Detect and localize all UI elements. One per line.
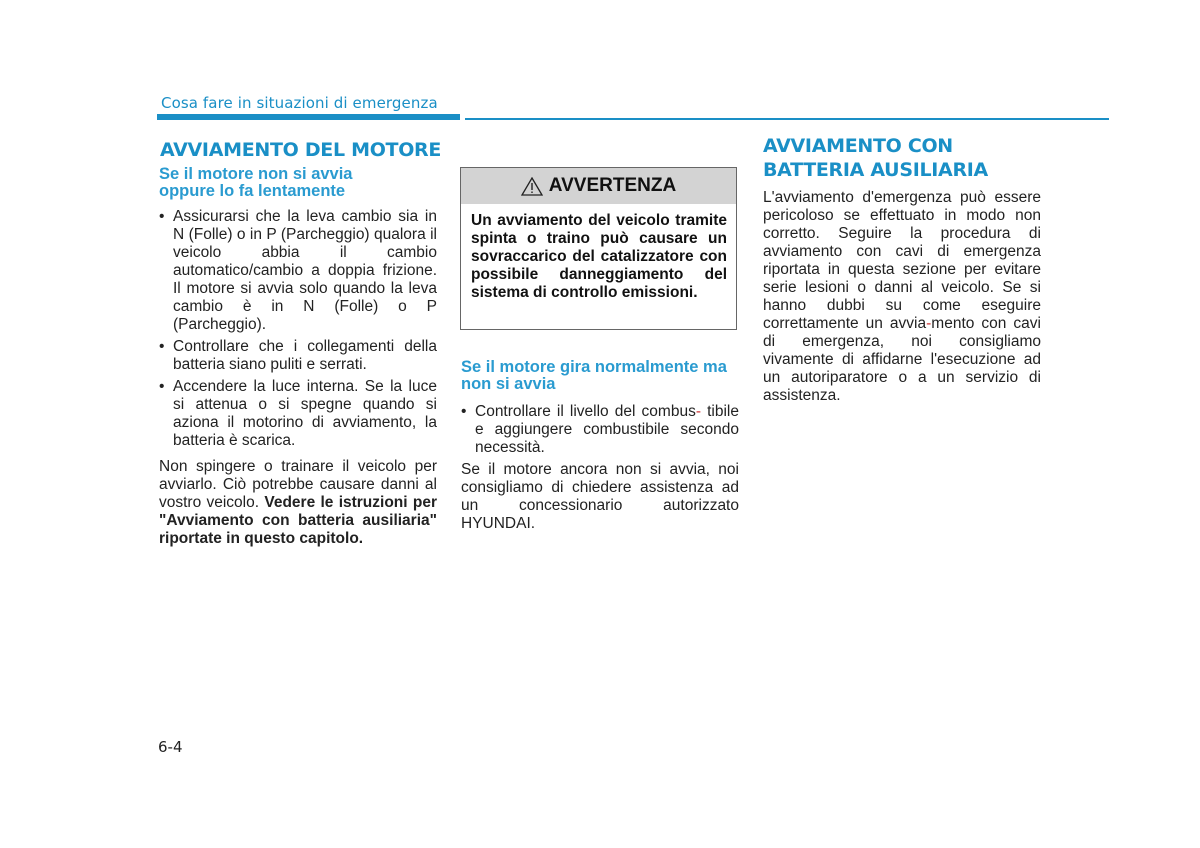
list-item: • Controllare il livello del combus- tibile e aggiungere combustibile secondo necessità. bbox=[461, 403, 739, 456]
middle-bullet-list bbox=[461, 403, 739, 457]
right-section-title bbox=[763, 134, 1063, 182]
warning-triangle-icon bbox=[521, 177, 543, 196]
middle-subheading: Se il motore gira normalmente ma non si avvia bbox=[461, 358, 727, 393]
middle-paragraph: Se il motore ancora non si avvia, noi consigliamo di chiedere assistenza ad un concessionario autorizzato HYUNDAI. bbox=[461, 461, 739, 532]
right-title-line1: AVVIAMENTO CON bbox=[763, 135, 953, 157]
left-bullet-list bbox=[159, 208, 437, 450]
header-bar-thick bbox=[157, 114, 460, 120]
warning-header bbox=[461, 168, 736, 204]
list-item: • Controllare che i collegamenti della batteria siano puliti e serrati. bbox=[159, 338, 437, 373]
left-paragraph bbox=[159, 458, 437, 548]
header-bar-thin bbox=[465, 118, 1109, 120]
header-section-label: Cosa fare in situazioni di emergenza bbox=[161, 94, 438, 112]
warning-title: AVVERTENZA bbox=[548, 175, 677, 196]
page-number: 6-4 bbox=[158, 738, 183, 756]
left-section-title: AVVIAMENTO DEL MOTORE bbox=[160, 139, 442, 161]
warning-box bbox=[460, 167, 737, 330]
warning-text: Un avviamento del veicolo tramite spinta o traino può causare un sovraccarico del catalizzatore con possibile danneggiamento del sistema di controllo emissioni. bbox=[471, 212, 727, 301]
left-paragraph-normal: Non spingere o trainare il veicolo per avviarlo. Ciò potrebbe causare danni al vostro veicolo. bbox=[159, 458, 437, 511]
left-subheading: Se il motore non si avvia oppure lo fa lentamente bbox=[159, 165, 353, 200]
left-paragraph-bold: Vedere le istruzioni per "Avviamento con batteria ausiliaria" riportate in questo capitolo. bbox=[159, 494, 437, 547]
list-item: • Assicurarsi che la leva cambio sia in N (Folle) o in P (Parcheggio) qualora il veicolo abbia il cambio automatico/cambio a doppia frizione. Il motore si avvia solo quando la leva cambio è in N (Folle) o P (Parcheggio). bbox=[159, 208, 437, 333]
right-title-line2: BATTERIA AUSILIARIA bbox=[763, 159, 988, 181]
right-paragraph: L'avviamento d'emergenza può essere pericoloso se effettuato in modo non corretto. Seguire la procedura di avviamento con cavi di emergenza riportata in questa sezione per evitare serie lesioni o danni al veicolo. Se si hanno dubbi su come eseguire correttamente un avvia-mento con cavi di emergenza, noi consigliamo vivamente di affidarne l'esecuzione ad un autoriparatore o a un servizio di assistenza. bbox=[763, 189, 1041, 404]
list-item: • Accendere la luce interna. Se la luce si attenua o si spegne quando si aziona il motorino di avviamento, la batteria è scarica. bbox=[159, 378, 437, 449]
